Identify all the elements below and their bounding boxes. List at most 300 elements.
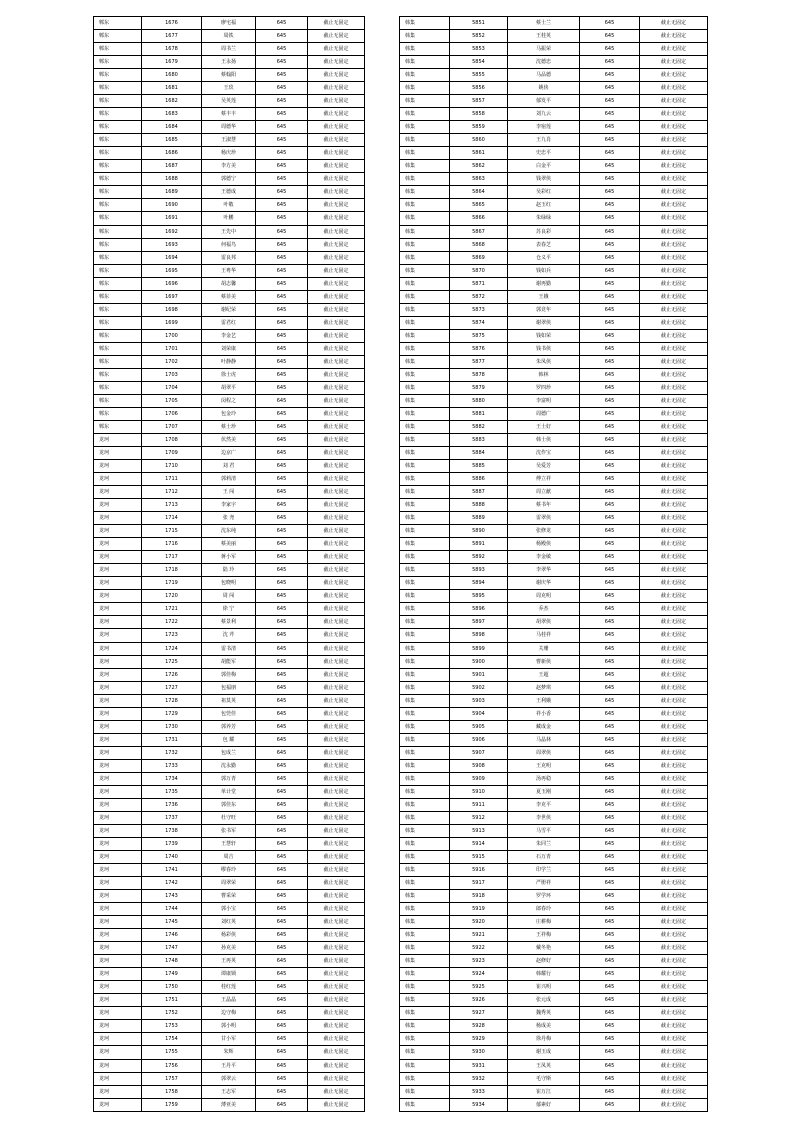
cell-note: 截止无固定 [308,473,365,486]
cell-number: 5921 [450,929,508,942]
cell-region: 韩集 [400,512,450,525]
table-row [94,43,365,56]
cell-note: 截止无固定 [640,56,708,69]
cell-name: 赵梦琪 [508,681,580,694]
cell-amount: 645 [580,95,640,108]
cell-amount: 645 [256,1059,308,1072]
cell-amount: 645 [580,447,640,460]
cell-number: 5861 [450,147,508,160]
cell-name: 谢翠侠 [508,316,580,329]
cell-amount: 645 [256,160,308,173]
cell-name: 谢庆华 [508,577,580,590]
table-row [400,994,708,1007]
cell-note: 截止无固定 [640,147,708,160]
cell-region: 郫东 [94,108,142,121]
cell-number: 5879 [450,381,508,394]
cell-region: 龙珂 [94,981,142,994]
cell-name: 沈 芹 [202,629,256,642]
cell-note: 截止无固定 [308,1020,365,1033]
cell-number: 5852 [450,30,508,43]
table-row [94,916,365,929]
cell-amount: 645 [580,564,640,577]
cell-region: 龙珂 [94,447,142,460]
cell-amount: 645 [256,1072,308,1085]
table-row [400,17,708,30]
table-row [400,655,708,668]
cell-amount: 645 [256,1020,308,1033]
cell-number: 5914 [450,837,508,850]
table-row [94,655,365,668]
cell-name: 周德广 [508,407,580,420]
cell-region: 韩集 [400,43,450,56]
cell-name: 缪春玲 [202,864,256,877]
table-row [400,798,708,811]
cell-region: 韩集 [400,238,450,251]
cell-name: 表春芝 [508,238,580,251]
cell-region: 韩集 [400,759,450,772]
cell-name: 王志军 [202,1085,256,1098]
cell-name: 马振荣 [508,43,580,56]
cell-note: 截止无固定 [640,95,708,108]
cell-number: 1721 [142,603,202,616]
cell-amount: 645 [580,121,640,134]
table-row [94,251,365,264]
cell-number: 5892 [450,551,508,564]
cell-amount: 645 [256,30,308,43]
table-row [400,212,708,225]
cell-number: 1744 [142,903,202,916]
cell-region: 韩集 [400,864,450,877]
cell-amount: 645 [256,434,308,447]
cell-amount: 645 [256,355,308,368]
cell-name: 苏良彩 [508,225,580,238]
cell-number: 1689 [142,186,202,199]
cell-region: 韩集 [400,798,450,811]
cell-number: 5912 [450,811,508,824]
cell-name: 郭佳东 [202,798,256,811]
cell-name: 李金敏 [508,551,580,564]
table-row [94,564,365,577]
cell-region: 韩集 [400,551,450,564]
cell-note: 截止无固定 [640,877,708,890]
cell-name: 郎春玲 [508,903,580,916]
table-row [94,173,365,186]
cell-note: 截止无固定 [308,30,365,43]
cell-region: 韩集 [400,329,450,342]
table-row [94,56,365,69]
cell-number: 5870 [450,264,508,277]
cell-name: 王 闯 [202,486,256,499]
cell-amount: 645 [256,447,308,460]
cell-name: 周书兰 [202,43,256,56]
cell-name: 包晓明 [202,577,256,590]
cell-number: 1711 [142,473,202,486]
cell-note: 截止无固定 [640,694,708,707]
cell-amount: 645 [580,368,640,381]
cell-number: 1754 [142,1033,202,1046]
cell-name: 刘荣康 [202,342,256,355]
cell-name: 李翠华 [508,564,580,577]
cell-region: 龙珂 [94,1007,142,1020]
cell-name: 钱如荣 [508,329,580,342]
table-row [94,1046,365,1059]
table-row [94,824,365,837]
cell-name: 郭佳梅 [202,668,256,681]
cell-note: 截止无固定 [308,225,365,238]
cell-note: 截止无固定 [640,785,708,798]
cell-note: 截止无固定 [308,616,365,629]
table-row [94,160,365,173]
table-row [400,381,708,394]
cell-region: 韩集 [400,499,450,512]
table-row [94,851,365,864]
cell-region: 韩集 [400,173,450,186]
cell-region: 韩集 [400,407,450,420]
cell-region: 龙珂 [94,616,142,629]
cell-note: 截止无固定 [640,82,708,95]
cell-amount: 645 [580,30,640,43]
cell-amount: 645 [580,134,640,147]
cell-name: 杜守旺 [202,811,256,824]
cell-region: 韩集 [400,134,450,147]
cell-region: 韩集 [400,1098,450,1111]
cell-name: 赵玉红 [508,199,580,212]
table-row [400,837,708,850]
cell-note: 截止无固定 [640,746,708,759]
cell-note: 截止无固定 [640,720,708,733]
cell-name: 单计堂 [202,785,256,798]
cell-number: 1680 [142,69,202,82]
cell-note: 截止无固定 [308,381,365,394]
table-row [400,173,708,186]
cell-note: 截止无固定 [640,277,708,290]
cell-name: 周翠侠 [508,746,580,759]
cell-region: 韩集 [400,82,450,95]
cell-region: 郫东 [94,186,142,199]
cell-number: 5919 [450,903,508,916]
cell-number: 1707 [142,420,202,433]
cell-name: 郭竞年 [508,303,580,316]
cell-amount: 645 [580,407,640,420]
cell-name: 罗四珍 [508,381,580,394]
table-row [94,577,365,590]
cell-note: 截止无固定 [308,56,365,69]
cell-name: 王先中 [202,225,256,238]
cell-name: 雷君红 [202,316,256,329]
table-row [400,1007,708,1020]
cell-name: 李金艺 [202,329,256,342]
cell-amount: 645 [256,603,308,616]
cell-name: 朱凤侠 [508,355,580,368]
cell-note: 截止无固定 [640,851,708,864]
cell-amount: 645 [256,785,308,798]
cell-region: 龙珂 [94,1033,142,1046]
table-row [94,864,365,877]
cell-number: 5882 [450,420,508,433]
cell-region: 韩集 [400,877,450,890]
cell-amount: 645 [580,720,640,733]
cell-number: 1752 [142,1007,202,1020]
cell-name: 沈德忠 [508,56,580,69]
cell-name: 姚侠 [508,82,580,95]
cell-amount: 645 [256,942,308,955]
table-row [94,733,365,746]
table-row [400,264,708,277]
cell-number: 5899 [450,642,508,655]
cell-amount: 645 [256,121,308,134]
cell-region: 韩集 [400,538,450,551]
cell-region: 郫东 [94,147,142,160]
cell-region: 韩集 [400,603,450,616]
cell-name: 周 闯 [202,590,256,603]
table-row [400,1085,708,1098]
cell-amount: 645 [580,238,640,251]
cell-region: 龙珂 [94,564,142,577]
cell-number: 1682 [142,95,202,108]
cell-amount: 645 [580,69,640,82]
cell-name: 朱绿绿 [508,212,580,225]
cell-amount: 645 [580,17,640,30]
cell-name: 王超 [508,668,580,681]
table-row [94,355,365,368]
cell-number: 1749 [142,968,202,981]
cell-region: 韩集 [400,811,450,824]
cell-number: 5930 [450,1046,508,1059]
cell-amount: 645 [256,342,308,355]
table-row [400,642,708,655]
cell-note: 截止无固定 [640,512,708,525]
cell-number: 1690 [142,199,202,212]
table-row [400,577,708,590]
cell-amount: 645 [256,512,308,525]
cell-note: 截止无固定 [640,655,708,668]
table-row [400,864,708,877]
cell-region: 韩集 [400,668,450,681]
cell-number: 1759 [142,1098,202,1111]
cell-amount: 645 [580,916,640,929]
cell-region: 韩集 [400,890,450,903]
table-row [400,251,708,264]
cell-number: 1688 [142,173,202,186]
cell-note: 截止无固定 [308,603,365,616]
cell-number: 5891 [450,538,508,551]
cell-note: 截止无固定 [640,486,708,499]
cell-note: 截止无固定 [308,811,365,824]
cell-note: 截止无固定 [308,160,365,173]
cell-region: 韩集 [400,642,450,655]
cell-note: 截止无固定 [308,772,365,785]
cell-amount: 645 [256,642,308,655]
table-row [94,1085,365,1098]
cell-region: 郫东 [94,303,142,316]
cell-note: 截止无固定 [640,329,708,342]
table-row [94,238,365,251]
cell-number: 5924 [450,968,508,981]
cell-region: 龙珂 [94,1085,142,1098]
cell-name: 祥小香 [508,707,580,720]
table-row [94,525,365,538]
table-row [94,82,365,95]
table-row [400,903,708,916]
cell-number: 1717 [142,551,202,564]
cell-number: 5890 [450,525,508,538]
cell-amount: 645 [256,1085,308,1098]
cell-amount: 645 [256,1046,308,1059]
cell-number: 5872 [450,290,508,303]
cell-amount: 645 [256,877,308,890]
cell-note: 截止无固定 [640,890,708,903]
cell-amount: 645 [580,955,640,968]
cell-region: 龙珂 [94,551,142,564]
cell-number: 5893 [450,564,508,577]
cell-number: 1741 [142,864,202,877]
cell-number: 5904 [450,707,508,720]
cell-name: 杨彩侠 [202,929,256,942]
cell-region: 韩集 [400,564,450,577]
cell-note: 截止无固定 [640,942,708,955]
table-row [400,942,708,955]
cell-amount: 645 [256,994,308,1007]
cell-region: 韩集 [400,303,450,316]
cell-number: 1724 [142,642,202,655]
cell-note: 截止无固定 [308,434,365,447]
cell-note: 截止无固定 [308,916,365,929]
cell-name: 王桂英 [508,30,580,43]
cell-name: 祖莫英 [202,694,256,707]
cell-number: 5894 [450,577,508,590]
cell-name: 韩林 [508,368,580,381]
cell-number: 1696 [142,277,202,290]
cell-region: 龙珂 [94,486,142,499]
cell-name: 钱翠侠 [508,173,580,186]
table-row [94,629,365,642]
cell-amount: 645 [580,824,640,837]
table-row [94,1072,365,1085]
cell-note: 截止无固定 [308,564,365,577]
cell-number: 5863 [450,173,508,186]
cell-region: 韩集 [400,733,450,746]
cell-amount: 645 [580,160,640,173]
cell-number: 1758 [142,1085,202,1098]
cell-note: 截止无固定 [640,290,708,303]
table-row [400,603,708,616]
cell-note: 截止无固定 [640,264,708,277]
cell-name: 藏成金 [508,720,580,733]
cell-name: 杨庆珍 [202,147,256,160]
cell-note: 截止无固定 [308,955,365,968]
cell-amount: 645 [256,824,308,837]
cell-name: 包 耀 [202,733,256,746]
cell-number: 1756 [142,1059,202,1072]
cell-amount: 645 [256,134,308,147]
cell-amount: 645 [256,1098,308,1111]
cell-amount: 645 [580,785,640,798]
table-row [400,95,708,108]
cell-number: 5922 [450,942,508,955]
cell-amount: 645 [256,316,308,329]
cell-amount: 645 [256,746,308,759]
cell-name: 吴彩红 [508,186,580,199]
cell-amount: 645 [256,407,308,420]
cell-region: 郫东 [94,368,142,381]
cell-note: 截止无固定 [640,629,708,642]
cell-amount: 645 [580,277,640,290]
cell-name: 郭小宝 [202,903,256,916]
cell-note: 截止无固定 [308,316,365,329]
cell-region: 龙珂 [94,824,142,837]
cell-name: 周铁 [202,30,256,43]
cell-name: 包莞佳 [202,707,256,720]
table-row [400,394,708,407]
cell-amount: 645 [580,381,640,394]
table-row [94,994,365,1007]
cell-number: 1723 [142,629,202,642]
cell-note: 截止无固定 [640,407,708,420]
cell-number: 5855 [450,69,508,82]
cell-number: 1683 [142,108,202,121]
table-row [400,1020,708,1033]
table-row [94,694,365,707]
cell-region: 龙珂 [94,903,142,916]
cell-number: 1715 [142,525,202,538]
table-row [94,407,365,420]
cell-note: 截止无固定 [640,681,708,694]
cell-number: 5909 [450,772,508,785]
cell-number: 5889 [450,512,508,525]
cell-name: 曹采荣 [202,890,256,903]
table-row [400,681,708,694]
cell-name: 张修龙 [508,525,580,538]
cell-region: 韩集 [400,212,450,225]
cell-name: 叶鹏 [202,212,256,225]
cell-note: 截止无固定 [308,759,365,772]
cell-amount: 645 [580,603,640,616]
cell-note: 截止无固定 [640,994,708,1007]
cell-amount: 645 [256,929,308,942]
cell-number: 5929 [450,1033,508,1046]
table-row [94,785,365,798]
cell-name: 蔡丰丰 [202,108,256,121]
table-row [400,1046,708,1059]
cell-note: 截止无固定 [308,1007,365,1020]
cell-name: 郭万青 [202,772,256,785]
table-row [94,642,365,655]
cell-amount: 645 [256,981,308,994]
cell-amount: 645 [580,420,640,433]
table-row [94,837,365,850]
cell-note: 截止无固定 [308,837,365,850]
cell-note: 截止无固定 [308,551,365,564]
cell-number: 5865 [450,199,508,212]
table-row [94,668,365,681]
cell-name: 刘 君 [202,460,256,473]
cell-amount: 645 [580,525,640,538]
cell-region: 韩集 [400,434,450,447]
cell-region: 龙珂 [94,681,142,694]
cell-number: 1725 [142,655,202,668]
cell-number: 5906 [450,733,508,746]
cell-amount: 645 [580,1059,640,1072]
cell-name: 蔡书年 [508,499,580,512]
cell-note: 截止无固定 [308,590,365,603]
cell-note: 截止无固定 [308,199,365,212]
cell-note: 截止无固定 [308,668,365,681]
table-row [400,929,708,942]
cell-amount: 645 [256,225,308,238]
cell-note: 截止无固定 [308,186,365,199]
table-row [400,303,708,316]
cell-region: 韩集 [400,447,450,460]
